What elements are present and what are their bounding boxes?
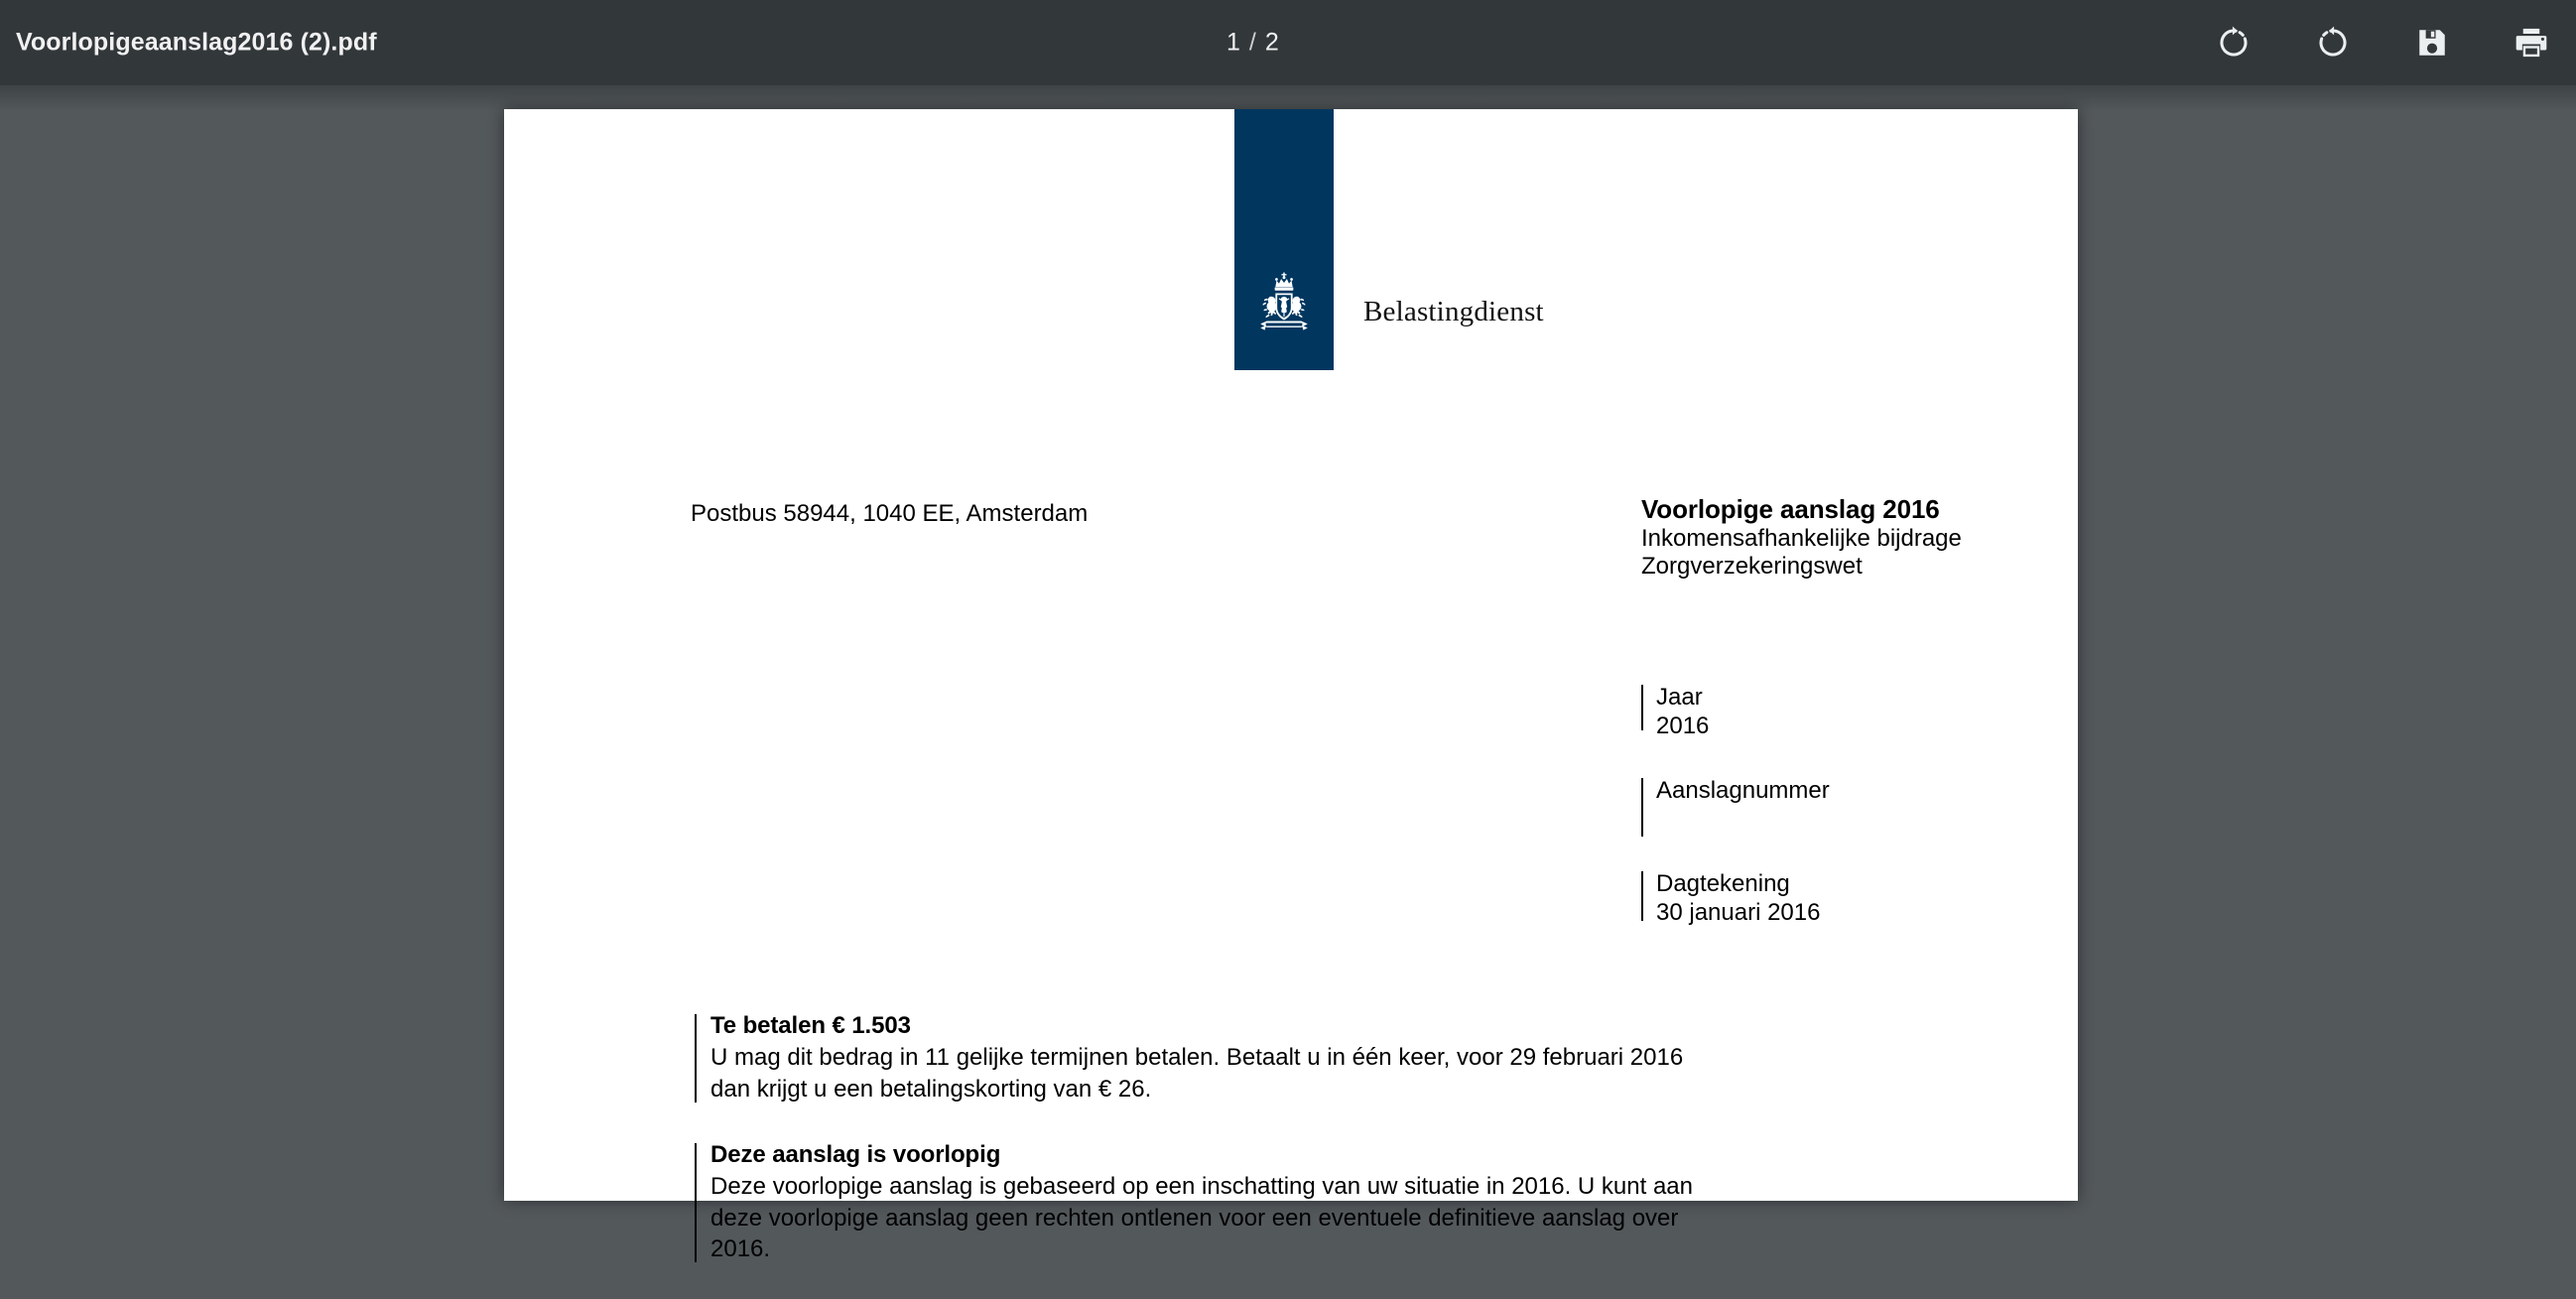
logo-wordmark: Belastingdienst	[1363, 296, 1544, 327]
rotate-clockwise-button[interactable]	[2213, 22, 2254, 64]
note-block-te-betalen	[695, 1010, 1947, 1105]
note-body-line-1: Deze voorlopige aanslag is gebaseerd op een inschatting van uw situatie in 2016. U kunt aan	[710, 1172, 1693, 1200]
note-body-line-1: U mag dit bedrag in 11 gelijke termijnen betalen. Betaalt u in één keer, voor 29 februari 2016	[710, 1043, 1684, 1071]
meta-label-aanslagnummer: Aanslagnummer	[1656, 777, 1830, 805]
document-heading-block	[1641, 494, 2038, 581]
note-rule	[695, 1014, 697, 1103]
current-page-number[interactable]: 1	[1226, 28, 1240, 57]
logo-banner	[1234, 109, 1334, 370]
pdf-page-1	[504, 109, 2078, 1263]
note-title-voorlopig: Deze aanslag is voorlopig	[710, 1140, 1001, 1168]
printer-icon	[2513, 25, 2549, 61]
page-separator: /	[1248, 28, 1256, 57]
document-heading-subtitle-1: Inkomensafhankelijke bijdrage	[1641, 525, 1962, 552]
note-body-line-3: 2016.	[710, 1235, 771, 1263]
assessment-meta-fields	[1641, 683, 2038, 963]
save-button[interactable]	[2411, 22, 2453, 64]
meta-field-dagtekening	[1641, 869, 2038, 927]
meta-label-jaar: Jaar	[1656, 684, 1703, 711]
pdf-viewer-canvas[interactable]	[0, 85, 2576, 1263]
pdf-viewer-toolbar	[0, 0, 2576, 85]
document-title: Voorlopigeaanslag2016 (2).pdf	[16, 28, 377, 57]
field-rule	[1641, 778, 1643, 837]
page-indicator	[1226, 29, 1279, 58]
dutch-coat-of-arms-icon	[1248, 271, 1320, 348]
note-body-line-2: deze voorlopige aanslag geen rechten ontlenen voor een eventuele definitieve aanslag over	[710, 1204, 1679, 1232]
meta-value-jaar: 2016	[1656, 713, 1710, 740]
toolbar-actions	[2213, 0, 2552, 85]
total-page-count: 2	[1264, 28, 1279, 57]
field-rule	[1641, 685, 1643, 730]
print-button[interactable]	[2511, 22, 2552, 64]
document-heading-title: Voorlopige aanslag 2016	[1641, 494, 1940, 524]
rotate-counterclockwise-button[interactable]	[2312, 22, 2354, 64]
field-rule	[1641, 871, 1643, 921]
note-rule	[695, 1143, 697, 1263]
meta-field-aanslagnummer	[1641, 776, 2038, 834]
meta-value-dagtekening: 30 januari 2016	[1656, 899, 1821, 927]
note-body-line-2: dan krijgt u een betalingskorting van € 26.	[710, 1075, 1152, 1103]
note-title-te-betalen: Te betalen € 1.503	[710, 1012, 911, 1039]
meta-value-aanslagnummer	[1656, 805, 2038, 834]
meta-field-jaar	[1641, 683, 2038, 740]
return-address: Postbus 58944, 1040 EE, Amsterdam	[691, 500, 1089, 527]
note-block-voorlopig	[695, 1139, 1947, 1266]
document-heading-subtitle-2: Zorgverzekeringswet	[1641, 553, 1863, 581]
save-floppy-icon	[2415, 26, 2449, 60]
document-note-blocks	[695, 1010, 1947, 1299]
rotate-counterclockwise-icon	[2314, 24, 2352, 62]
meta-label-dagtekening: Dagtekening	[1656, 870, 1790, 898]
rotate-clockwise-icon	[2215, 24, 2253, 62]
